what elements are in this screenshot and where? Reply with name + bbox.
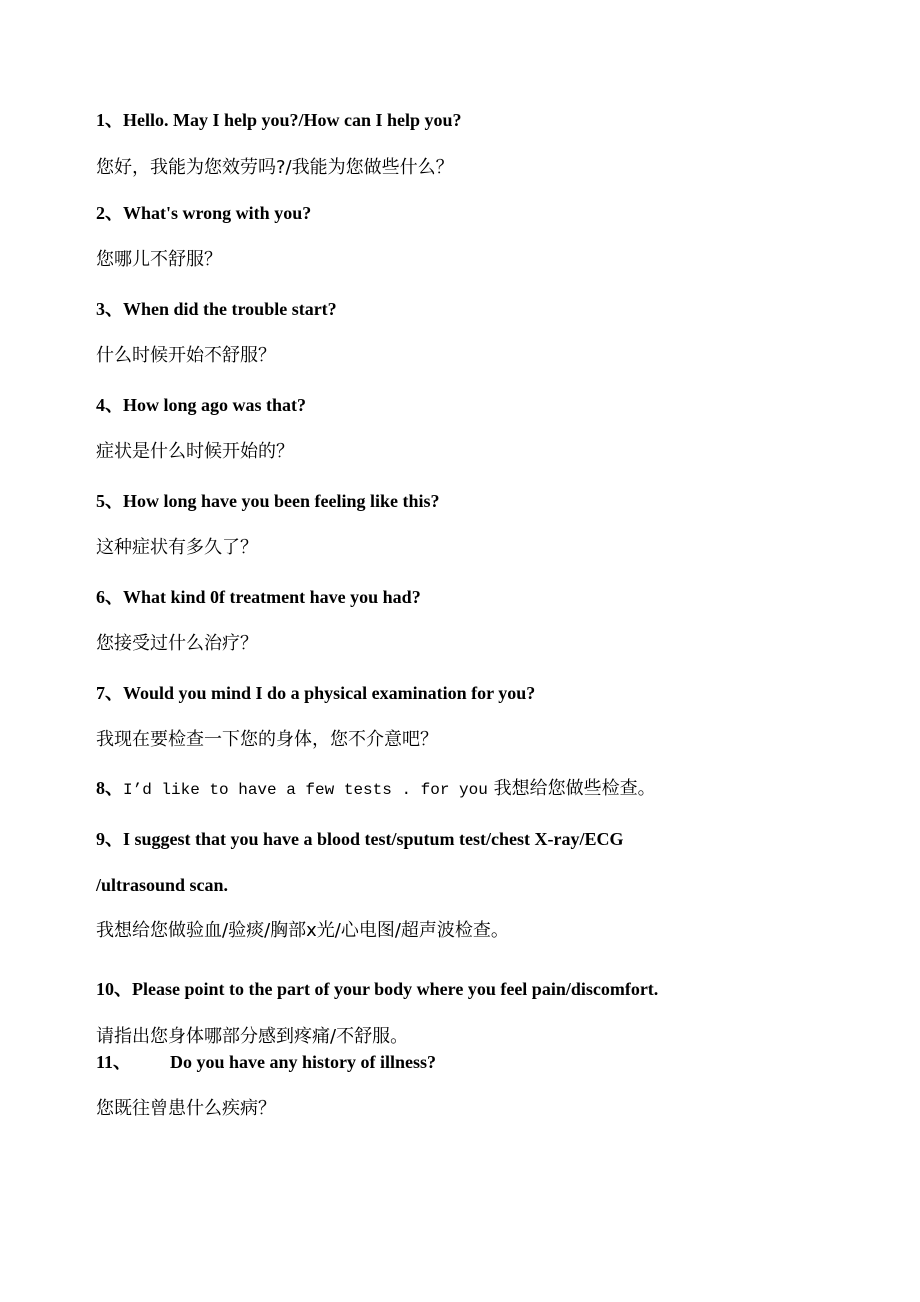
question-11 bbox=[96, 1053, 436, 1071]
question-9-en: 9、I suggest that you have a blood test/sputum test/chest X-ray/ECG bbox=[96, 829, 624, 849]
question-6-zh: 您接受过什么治疗？ bbox=[96, 633, 258, 654]
question-11-en: Do you have any history of illness? bbox=[170, 1052, 437, 1072]
question-5-zh: 这种症状有多久了？ bbox=[96, 537, 258, 558]
question-2-zh: 您哪儿不舒服？ bbox=[96, 249, 222, 270]
question-4-zh: 症状是什么时候开始的？ bbox=[96, 441, 294, 462]
question-8 bbox=[96, 779, 656, 798]
question-11-zh: 您既往曾患什么疾病？ bbox=[96, 1098, 276, 1119]
question-6-en: 6、What kind 0f treatment have you had? bbox=[96, 587, 421, 607]
question-3-en: 3、When did the trouble start? bbox=[96, 299, 337, 319]
question-10-en: 10、Please point to the part of your body where you feel pain/discomfort. bbox=[96, 979, 659, 999]
question-4-en: 4、How long ago was that? bbox=[96, 395, 307, 415]
question-8-en: I’d like to have a few tests . for you bbox=[123, 781, 488, 799]
question-8-number: 8、 bbox=[96, 778, 123, 798]
question-9-zh: 我想给您做验血/验痰/胸部x光/心电图/超声波检查。 bbox=[96, 920, 509, 941]
question-5-en: 5、How long have you been feeling like this? bbox=[96, 491, 440, 511]
question-9-en-continued: /ultrasound scan. bbox=[96, 875, 229, 895]
question-11-number: 11、 bbox=[96, 1052, 132, 1072]
question-1-zh: 您好，我能为您效劳吗?/我能为您做些什么？ bbox=[96, 157, 454, 178]
question-2-en: 2、What's wrong with you? bbox=[96, 203, 312, 223]
question-10-zh: 请指出您身体哪部分感到疼痛/不舒服。 bbox=[96, 1026, 409, 1047]
question-7-zh: 我现在要检查一下您的身体，您不介意吧？ bbox=[96, 729, 438, 750]
question-1-en: 1、Hello. May I help you?/How can I help you? bbox=[96, 110, 462, 130]
question-7-en: 7、Would you mind I do a physical examination for you? bbox=[96, 683, 536, 703]
question-3-zh: 什么时候开始不舒服？ bbox=[96, 345, 276, 366]
question-8-zh: 我想给您做些检查。 bbox=[487, 778, 656, 799]
